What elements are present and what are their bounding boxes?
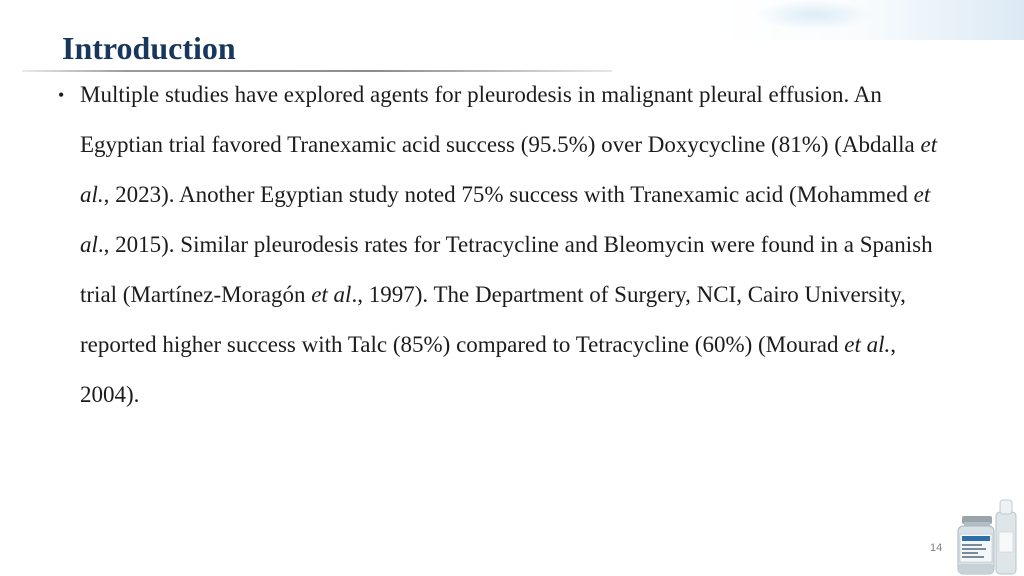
paragraph-segment: , 2023). Another Egyptian study noted 75% success with Tranexamic acid (Mohammed (103, 182, 914, 207)
paragraph-segment: , 2004). (80, 332, 896, 407)
paragraph-segment: ., 2015). Similar pleurodesis rates for Tetracycline and Bleomycin were found in a Spanish trial (Martínez-Moragón (80, 232, 933, 307)
paragraph-segment-italic: et al. (844, 332, 891, 357)
top-decoration (664, 0, 1024, 40)
paragraph-segment: ., 1997). The Department of Surgery, NCI, Cairo University, reported higher success with Talc (85%) compared to Tetracycline (60%) (Mourad (80, 282, 906, 357)
bullet-icon: • (58, 85, 65, 105)
slide-title: Introduction (62, 30, 236, 66)
paragraph-segment-italic: et al. (80, 132, 938, 207)
bullet-paragraph (80, 70, 948, 420)
paragraph-segment-italic: et al (311, 282, 352, 307)
medicine-vials-icon (952, 498, 1024, 576)
slide-body (58, 70, 958, 420)
page-number: 14 (930, 542, 943, 554)
bullet-item (58, 70, 958, 420)
paragraph-segment: Multiple studies have explored agents for pleurodesis in malignant pleural effusion. An Egyptian trial favored Tranexamic acid success (95.5%) over Doxycycline (81%) (Abdalla (80, 82, 921, 157)
paragraph-segment-italic: et al (80, 182, 931, 257)
